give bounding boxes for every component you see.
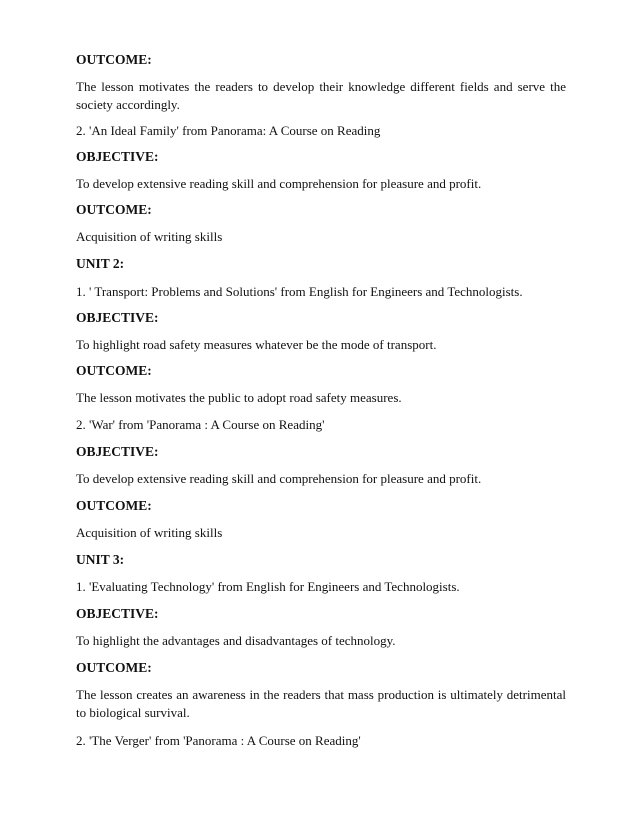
objective-heading: OBJECTIVE:: [76, 310, 159, 325]
lesson-title: 2. 'The Verger' from 'Panorama : A Course on Reading': [76, 733, 361, 748]
outcome-paragraph: The lesson creates an awareness in the readers that mass production is ultimately detrimental to biological survival.: [76, 687, 566, 720]
objective-heading: OBJECTIVE:: [76, 606, 159, 621]
lesson-title: 1. 'Evaluating Technology' from English for Engineers and Technologists.: [76, 579, 460, 594]
outcome-paragraph: Acquisition of writing skills: [76, 525, 223, 540]
outcome-heading: OUTCOME:: [76, 363, 152, 378]
lesson-title: 2. 'An Ideal Family' from Panorama: A Course on Reading: [76, 123, 381, 138]
outcome-paragraph: The lesson motivates the readers to develop their knowledge different fields and serve the society accordingly.: [76, 79, 566, 112]
lesson-title: 1. ' Transport: Problems and Solutions' from English for Engineers and Technologists.: [76, 284, 523, 299]
objective-paragraph: To develop extensive reading skill and comprehension for pleasure and profit.: [76, 176, 482, 191]
outcome-paragraph: Acquisition of writing skills: [76, 229, 223, 244]
outcome-heading: OUTCOME:: [76, 660, 152, 675]
lesson-title: 2. 'War' from 'Panorama : A Course on Reading': [76, 417, 325, 432]
unit-heading: UNIT 3:: [76, 552, 125, 567]
outcome-heading: OUTCOME:: [76, 52, 152, 67]
objective-heading: OBJECTIVE:: [76, 444, 159, 459]
objective-paragraph: To develop extensive reading skill and comprehension for pleasure and profit.: [76, 471, 482, 486]
outcome-heading: OUTCOME:: [76, 202, 152, 217]
objective-paragraph: To highlight road safety measures whatever be the mode of transport.: [76, 337, 437, 352]
objective-paragraph: To highlight the advantages and disadvantages of technology.: [76, 633, 396, 648]
outcome-heading: OUTCOME:: [76, 498, 152, 513]
unit-heading: UNIT 2:: [76, 256, 125, 271]
outcome-paragraph: The lesson motivates the public to adopt road safety measures.: [76, 390, 402, 405]
objective-heading: OBJECTIVE:: [76, 149, 159, 164]
